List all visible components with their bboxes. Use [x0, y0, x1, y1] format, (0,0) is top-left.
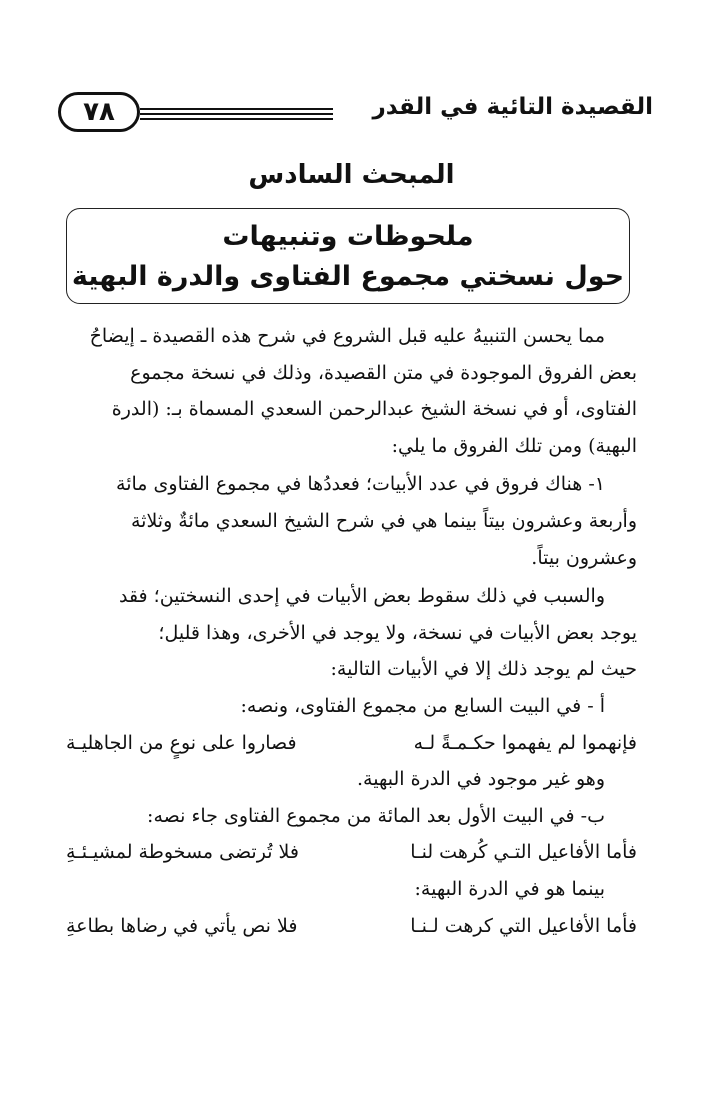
paragraph-intro-line: بعض الفروق الموجودة في متن القصيدة، وذلك في نسخة مجموع [130, 361, 637, 384]
verse-b1-second-hemistich: فلا تُرتضى مسخوطة لمشيـئـةِ [66, 841, 299, 864]
item-b: ب- في البيت الأول بعد المائة من مجموع الفتاوى جاء نصه: [147, 804, 605, 827]
page-header [58, 92, 653, 144]
verse-a-second-hemistich: فصاروا على نوعٍ من الجاهليـة [66, 731, 297, 754]
paragraph-intro-line: البهية) ومن تلك الفروق ما يلي: [391, 434, 637, 457]
verse-b2-second-hemistich: فلا نص يأتي في رضاها بطاعةِ [66, 914, 298, 937]
note-b: بينما هو في الدرة البهية: [414, 877, 605, 900]
page-number: ٧٨ [58, 92, 140, 132]
paragraph-reason-line: والسبب في ذلك سقوط بعض الأبيات في إحدى النسختين؛ فقد [118, 585, 605, 608]
verse-b2-first-hemistich: فأما الأفاعيل التي كرهت لـنـا [410, 914, 637, 937]
paragraph-point1-line: ١- هناك فروق في عدد الأبيات؛ فعددُها في مجموع الفتاوى مائة [116, 473, 605, 496]
body-text [66, 318, 637, 944]
chapter-title-line-2: حول نسختي مجموع الفتاوى والدرة البهية [71, 261, 625, 292]
item-a: أ - في البيت السابع من مجموع الفتاوى، ونصه: [240, 694, 605, 717]
paragraph-intro-line: الفتاوى، أو في نسخة الشيخ عبدالرحمن السعدي المسماة بـ: (الدرة [111, 398, 637, 421]
chapter-title-box [66, 208, 630, 304]
header-rule [140, 108, 333, 115]
paragraph-intro-line: مما يحسن التنبيهُ عليه قبل الشروع في شرح هذه القصيدة ـ إيضاحُ [89, 325, 605, 347]
header-rule-lower [140, 118, 333, 120]
section-title: المبحث السادس [248, 160, 455, 190]
paragraph-reason-line: يوجد بعض الأبيات في نسخة، ولا يوجد في الأخرى، وهذا قليل؛ [158, 621, 637, 644]
verse-b1-first-hemistich: فأما الأفاعيل التـي كُرهت لنـا [410, 841, 637, 864]
paragraph-point1-line: وأربعة وعشرون بيتاً بينما هي في شرح الشيخ السعدي مائةٌ وثلاثة [130, 509, 637, 532]
note-a: وهو غير موجود في الدرة البهية. [357, 768, 605, 791]
paragraph-point1-line: وعشرون بيتاً. [531, 546, 637, 569]
verse-a [66, 725, 637, 762]
chapter-title-line-1: ملحوظات وتنبيهات [222, 221, 474, 252]
paragraph-reason-line: حيث لم يوجد ذلك إلا في الأبيات التالية: [330, 658, 637, 681]
verse-b1 [66, 834, 637, 871]
verse-a-first-hemistich: فإنهموا لم يفهموا حكـمـةً لـه [413, 731, 637, 754]
verse-b2 [66, 908, 637, 945]
running-title: القصيدة التائية في القدر [372, 94, 653, 120]
